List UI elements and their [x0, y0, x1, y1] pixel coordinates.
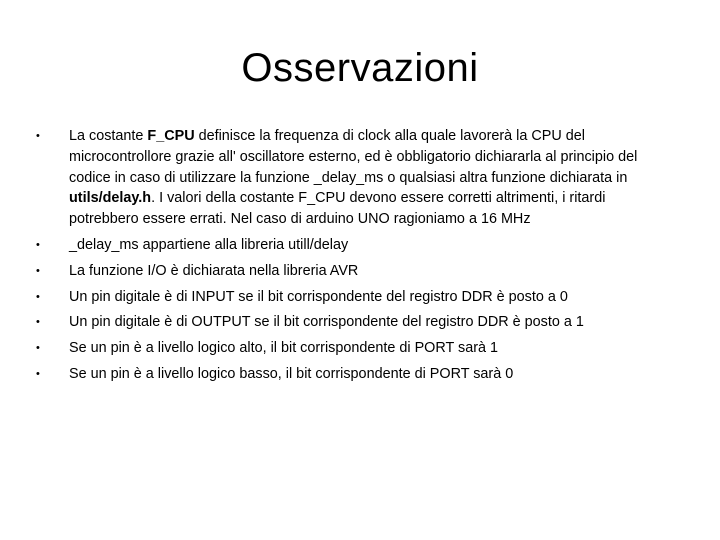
bullet-text: Un pin digitale è di INPUT se il bit corrispondente del registro DDR è posto a 0 — [69, 288, 568, 305]
bullet-dot-icon: • — [36, 238, 40, 251]
bullet-item-port-high — [36, 338, 676, 359]
bullet-dot-icon: • — [36, 316, 40, 329]
bullet-text: Se un pin è a livello logico alto, il bit corrispondente di PORT sarà 1 — [69, 340, 499, 357]
bullet-item-f-cpu — [36, 126, 676, 230]
bullet-item-input-pin — [36, 287, 676, 308]
slide-title: Osservazioni — [241, 46, 479, 90]
bullet-text-part: . I valori della costante F_CPU devono essere corretti altrimenti, i ritardi potrebbero essere errati. Nel caso di arduino UNO ragioniamo a 16 MHz — [69, 190, 606, 228]
bullet-list — [36, 126, 676, 390]
delay-header-keyword: utils/delay.h — [69, 190, 152, 207]
bullet-text: La funzione I/O è dichiarata nella libreria AVR — [69, 262, 359, 279]
bullet-item-port-low — [36, 364, 676, 385]
bullet-text: Se un pin è a livello logico basso, il bit corrispondente di PORT sarà 0 — [69, 365, 514, 382]
bullet-dot-icon: • — [36, 367, 40, 380]
bullet-item-delay-ms — [36, 235, 676, 256]
bullet-text-part: definisce la frequenza di clock alla quale lavorerà la CPU del microcontrollore grazie all' oscillatore esterno, ed è obbligatorio dichiararla al principio del codice in caso di utilizzare la funzione _delay_ms o qualsiasi altra funzione dichiarata in — [69, 128, 638, 186]
bullet-item-io-function — [36, 261, 676, 282]
bullet-item-output-pin — [36, 312, 676, 333]
bullet-dot-icon: • — [36, 342, 40, 355]
bullet-text: Un pin digitale è di OUTPUT se il bit corrispondente del registro DDR è posto a 1 — [69, 314, 584, 331]
bullet-dot-icon: • — [36, 290, 40, 303]
bullet-text-part: La costante — [69, 128, 148, 144]
bullet-dot-icon: • — [36, 130, 40, 142]
bullet-text: _delay_ms appartiene alla libreria utill/delay — [69, 236, 349, 253]
f-cpu-keyword: F_CPU — [147, 128, 195, 144]
bullet-dot-icon: • — [36, 264, 40, 277]
